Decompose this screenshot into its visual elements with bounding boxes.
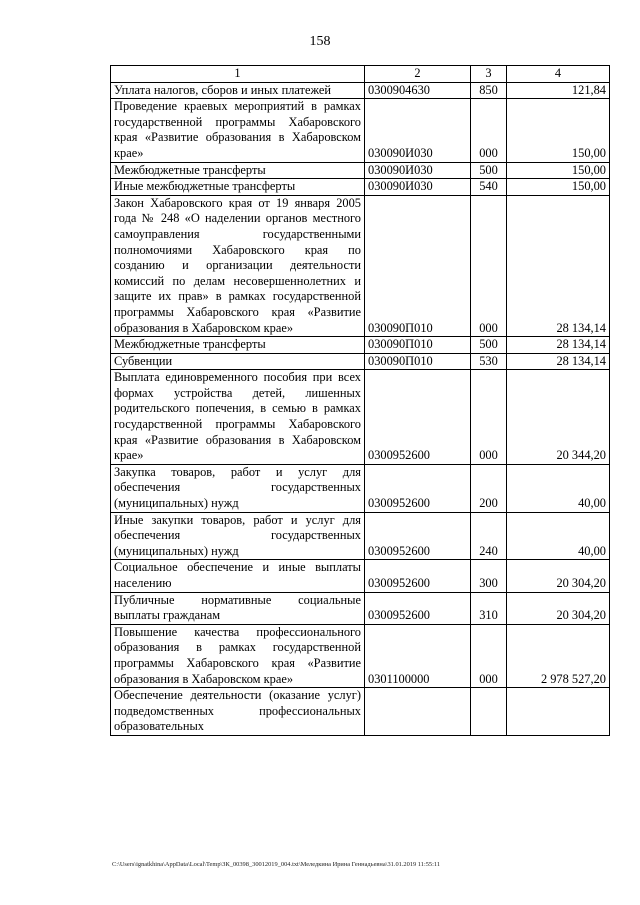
row-name-cell: Социальное обеспечение и иные выплаты населению (111, 560, 365, 592)
row-sum-cell: 28 134,14 (507, 353, 610, 370)
row-sum-cell: 40,00 (507, 512, 610, 560)
row-name-cell: Иные закупки товаров, работ и услуг для обеспечения государственных (муниципальных) нужд (111, 512, 365, 560)
row-sum-cell: 2 978 527,20 (507, 624, 610, 687)
table-row (111, 99, 610, 162)
footer-file-path: C:\Users\ignatkhina\AppData\Local\Temp\ЗК_00398_30012019_004.txt\Меледкина Ирина Геннадьевна\31.01.2019 11:55:11 (112, 861, 441, 868)
row-code-cell: 030090П010 (365, 195, 471, 336)
table-row (111, 162, 610, 179)
row-sum-cell: 20 304,20 (507, 560, 610, 592)
row-name-cell: Выплата единовременного пособия при всех формах устройства детей, лишенных родительского попечения, в семью в рамках государственной программы Хабаровского края «Развитие образования в Хабаровском крае» (111, 370, 365, 465)
row-name-cell: Закон Хабаровского края от 19 января 2005 года № 248 «О наделении органов местного самоуправления государственными полномочиями Хабаровского края по созданию и организации деятельности комиссий по делам несовершеннолетних и защите их прав» в рамках государственной программы Хабаровского края «Развитие образования в Хабаровском крае» (111, 195, 365, 336)
row-sum-cell: 28 134,14 (507, 195, 610, 336)
row-code-cell: 0300952600 (365, 512, 471, 560)
row-code-cell: 0301100000 (365, 624, 471, 687)
row-sum-cell: 20 344,20 (507, 370, 610, 465)
row-sum-cell: 20 304,20 (507, 592, 610, 624)
row-name-cell: Обеспечение деятельности (оказание услуг) подведомственных профессиональных образовательных (111, 688, 365, 736)
table-row (111, 688, 610, 736)
header-col-1: 1 (111, 66, 365, 83)
budget-table (110, 65, 610, 736)
row-sum-cell: 121,84 (507, 82, 610, 99)
row-code-cell: 0300952600 (365, 560, 471, 592)
row-sum-cell: 40,00 (507, 464, 610, 512)
row-name-cell: Уплата налогов, сборов и иных платежей (111, 82, 365, 99)
row-type-cell (471, 688, 507, 736)
table-row (111, 179, 610, 196)
page-number: 158 (309, 34, 331, 49)
row-type-cell: 530 (471, 353, 507, 370)
row-name-cell: Межбюджетные трансферты (111, 162, 365, 179)
row-code-cell: 0300952600 (365, 592, 471, 624)
row-type-cell: 500 (471, 337, 507, 354)
row-code-cell: 0300952600 (365, 370, 471, 465)
table-row (111, 512, 610, 560)
table-row (111, 82, 610, 99)
row-code-cell: 030090П010 (365, 353, 471, 370)
row-sum-cell: 150,00 (507, 99, 610, 162)
row-name-cell: Межбюджетные трансферты (111, 337, 365, 354)
row-code-cell: 030090И030 (365, 99, 471, 162)
table-row (111, 464, 610, 512)
row-type-cell: 200 (471, 464, 507, 512)
table-row (111, 370, 610, 465)
row-code-cell: 0300904630 (365, 82, 471, 99)
row-sum-cell (507, 688, 610, 736)
table-row (111, 337, 610, 354)
row-type-cell: 000 (471, 624, 507, 687)
row-name-cell: Субвенции (111, 353, 365, 370)
table-header-row (111, 66, 610, 83)
row-code-cell: 030090И030 (365, 162, 471, 179)
table-row (111, 592, 610, 624)
header-col-2: 2 (365, 66, 471, 83)
table-row (111, 195, 610, 336)
table-row (111, 560, 610, 592)
header-col-4: 4 (507, 66, 610, 83)
row-type-cell: 300 (471, 560, 507, 592)
row-code-cell: 0300952600 (365, 464, 471, 512)
row-name-cell: Повышение качества профессионального образования в рамках государственной программы Хабаровского края «Развитие образования в Хабаровском крае» (111, 624, 365, 687)
header-col-3: 3 (471, 66, 507, 83)
row-type-cell: 310 (471, 592, 507, 624)
row-name-cell: Проведение краевых мероприятий в рамках государственной программы Хабаровского края «Развитие образования в Хабаровском крае» (111, 99, 365, 162)
row-type-cell: 000 (471, 370, 507, 465)
table-row (111, 353, 610, 370)
row-type-cell: 000 (471, 195, 507, 336)
row-code-cell: 030090И030 (365, 179, 471, 196)
row-name-cell: Публичные нормативные социальные выплаты гражданам (111, 592, 365, 624)
row-type-cell: 000 (471, 99, 507, 162)
row-type-cell: 240 (471, 512, 507, 560)
table-row (111, 624, 610, 687)
row-sum-cell: 150,00 (507, 179, 610, 196)
row-name-cell: Иные межбюджетные трансферты (111, 179, 365, 196)
row-code-cell: 030090П010 (365, 337, 471, 354)
row-type-cell: 500 (471, 162, 507, 179)
row-name-cell: Закупка товаров, работ и услуг для обеспечения государственных (муниципальных) нужд (111, 464, 365, 512)
row-type-cell: 850 (471, 82, 507, 99)
row-code-cell (365, 688, 471, 736)
row-sum-cell: 150,00 (507, 162, 610, 179)
row-sum-cell: 28 134,14 (507, 337, 610, 354)
row-type-cell: 540 (471, 179, 507, 196)
